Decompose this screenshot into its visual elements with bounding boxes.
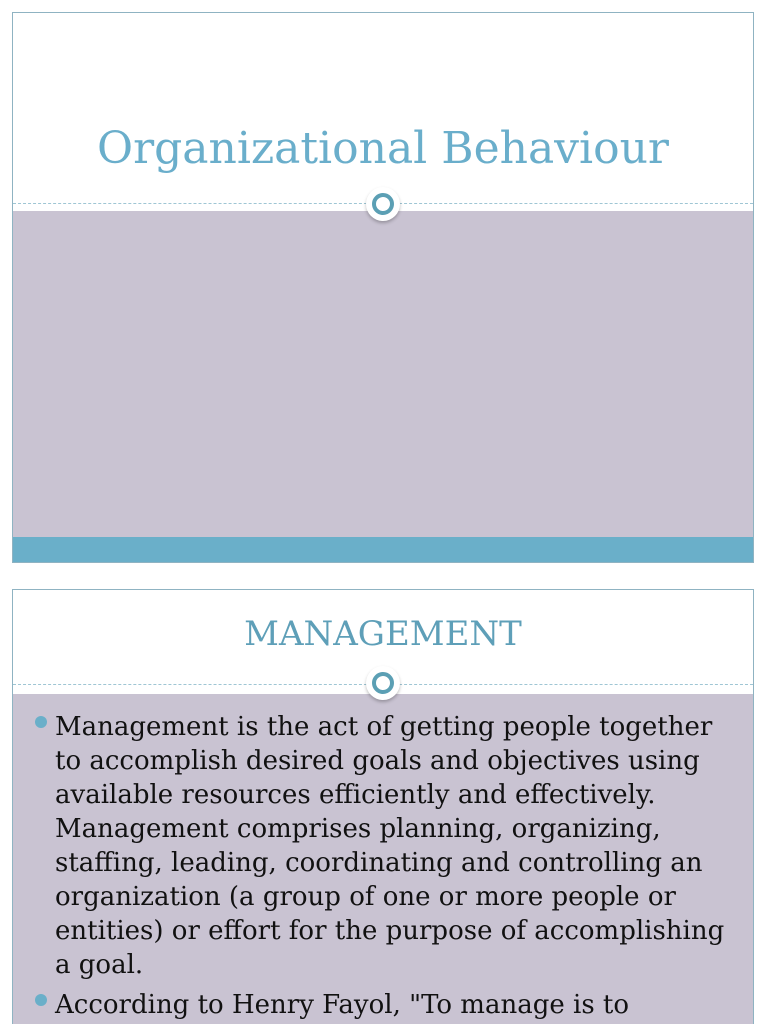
bullet-dot-icon: [35, 994, 47, 1006]
list-item: [33, 988, 739, 1022]
bullet-text: Management is the act of getting people together to accomplish desired goals and objectives using available resources efficiently and effectively. Management comprises planning, organizing, staffing, leading, coordinating and controlling an organization (a group of one or more people or entities) or effort for the purpose of accomplishing a goal.: [55, 712, 725, 980]
bullet-text: According to Henry Fayol, "To manage is to: [55, 990, 630, 1020]
slide-title: Organizational Behaviour: [97, 123, 669, 174]
management-slide: [12, 589, 754, 1024]
list-item: [33, 710, 739, 982]
title-slide: [12, 12, 754, 563]
ring-ornament-icon: [366, 187, 400, 221]
bullet-list: [33, 710, 739, 1024]
accent-bar: [13, 537, 753, 563]
bullet-dot-icon: [35, 716, 47, 728]
slide-title: MANAGEMENT: [244, 614, 522, 654]
content-band: [13, 211, 753, 537]
ring-ornament-icon: [366, 666, 400, 700]
